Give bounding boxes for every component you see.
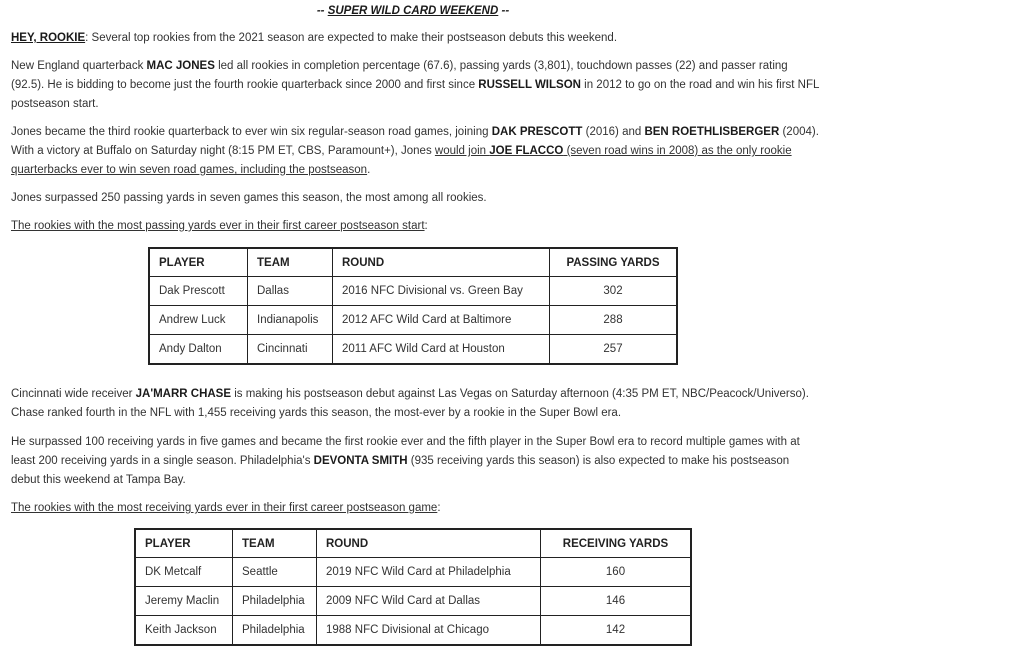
table-cell: 2019 NFC Wild Card at Philadelphia xyxy=(317,558,541,587)
table-cell: 2016 NFC Divisional vs. Green Bay xyxy=(333,277,550,306)
hey-rookie-lead: HEY, ROOKIE xyxy=(11,32,86,44)
receiving-intro-link[interactable]: The rookies with the most receiving yards ever in their first career postseason game xyxy=(11,502,438,514)
paragraph-hey-rookie: HEY, ROOKIE: Several top rookies from the 2021 season are expected to make their postseason debuts this weekend. xyxy=(11,32,618,44)
column-header: ROUND xyxy=(317,529,541,558)
table-cell: Jeremy Maclin xyxy=(135,587,233,616)
table-cell: Dallas xyxy=(248,277,333,306)
table-row xyxy=(149,335,677,365)
passing-intro-link[interactable]: The rookies with the most passing yards ever in their first career postseason start xyxy=(11,220,425,232)
page-heading: -- SUPER WILD CARD WEEKEND -- xyxy=(316,5,510,17)
table-cell: Keith Jackson xyxy=(135,616,233,646)
receiving-intro: The rookies with the most receiving yards ever in their first career postseason game: xyxy=(11,502,441,514)
table-cell: Andy Dalton xyxy=(149,335,248,365)
paragraph-road-wins: Jones became the third rookie quarterback to ever win six regular-season road games, joining DAK PRESCOTT (2016) and BEN ROETHLISBERGER (2004). With a victory at Buffalo on Saturday night (8:15 PM ET, CBS, Paramount+), Jones would join JOE FLACCO (seven road wins in 2008) as the only rookie quarterbacks ever to win seven road games, including the postseason. xyxy=(11,126,819,176)
table-cell: 142 xyxy=(541,616,692,646)
table-row xyxy=(149,277,677,306)
column-header: TEAM xyxy=(248,248,333,277)
receiving-table xyxy=(134,528,692,646)
table-cell: 2012 AFC Wild Card at Baltimore xyxy=(333,306,550,335)
table-cell: Dak Prescott xyxy=(149,277,248,306)
column-header: ROUND xyxy=(333,248,550,277)
table-row xyxy=(149,306,677,335)
heading-title[interactable]: SUPER WILD CARD WEEKEND xyxy=(327,5,499,17)
table-cell: Seattle xyxy=(233,558,317,587)
table-cell: 2011 AFC Wild Card at Houston xyxy=(333,335,550,365)
passing-table xyxy=(148,247,678,365)
column-header: RECEIVING YARDS xyxy=(541,529,692,558)
table-row xyxy=(135,616,691,646)
column-header: PASSING YARDS xyxy=(550,248,678,277)
table-header-row xyxy=(135,529,691,558)
paragraph-passing-yards: Jones surpassed 250 passing yards in seven games this season, the most among all rookies. xyxy=(11,192,487,204)
table-cell: Andrew Luck xyxy=(149,306,248,335)
table-row xyxy=(135,587,691,616)
column-header: TEAM xyxy=(233,529,317,558)
table-cell: 302 xyxy=(550,277,678,306)
table-header-row xyxy=(149,248,677,277)
table-cell: 1988 NFC Divisional at Chicago xyxy=(317,616,541,646)
table-cell: Philadelphia xyxy=(233,587,317,616)
paragraph-receiving: He surpassed 100 receiving yards in five games and became the first rookie ever and the fifth player in the Super Bowl era to record multiple games with at least 200 receiving yards in a single season. Philadelphia's DEVONTA SMITH (935 receiving yards this season) is also expected to make his postseason debut this weekend at Tampa Bay. xyxy=(11,436,800,486)
table-row xyxy=(135,558,691,587)
table-cell: DK Metcalf xyxy=(135,558,233,587)
table-cell: Cincinnati xyxy=(248,335,333,365)
passing-intro: The rookies with the most passing yards ever in their first career postseason start: xyxy=(11,220,428,232)
paragraph-chase: Cincinnati wide receiver JA'MARR CHASE is making his postseason debut against Las Vegas on Saturday afternoon (4:35 PM ET, NBC/Peacock/Universo). Chase ranked fourth in the NFL with 1,455 receiving yards this season, the most-ever by a rookie in the Super Bowl era. xyxy=(11,388,809,419)
table-cell: 257 xyxy=(550,335,678,365)
table-cell: 2009 NFC Wild Card at Dallas xyxy=(317,587,541,616)
flacco-link[interactable]: would join JOE FLACCO (seven road wins in 2008) as the only rookie quarterbacks ever to win seven road games, including the postseason xyxy=(11,145,792,176)
table-cell: 146 xyxy=(541,587,692,616)
table-cell: Indianapolis xyxy=(248,306,333,335)
table-cell: 160 xyxy=(541,558,692,587)
table-cell: Philadelphia xyxy=(233,616,317,646)
paragraph-mac-jones: New England quarterback MAC JONES led all rookies in completion percentage (67.6), passing yards (3,801), touchdown passes (22) and passer rating (92.5). He is bidding to become just the fourth rookie quarterback since 2000 and first since RUSSELL WILSON in 2012 to go on the road and win his first NFL postseason start. xyxy=(11,60,819,110)
table-cell: 288 xyxy=(550,306,678,335)
column-header: PLAYER xyxy=(149,248,248,277)
column-header: PLAYER xyxy=(135,529,233,558)
